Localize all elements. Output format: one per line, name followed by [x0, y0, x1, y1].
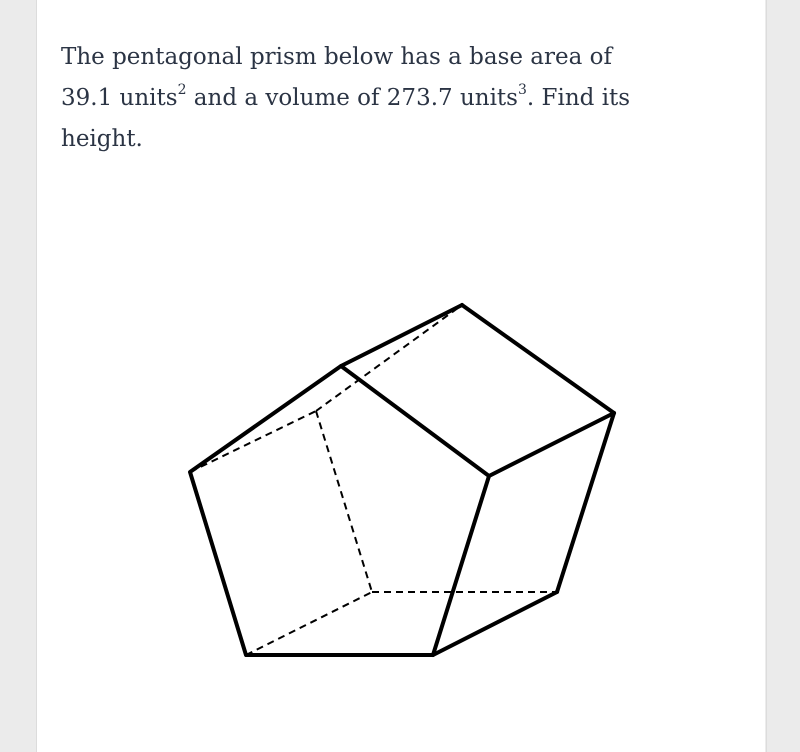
right-margin [766, 0, 800, 752]
question-connector: and a volume of [186, 85, 387, 111]
volume-value: 273.7 units [386, 85, 518, 111]
volume-exponent: 3 [517, 82, 527, 99]
base-area-exponent: 2 [177, 82, 187, 99]
base-area-value: 39.1 units [61, 85, 178, 111]
question-line-2-end: . Find its [526, 85, 631, 111]
left-margin [0, 0, 37, 752]
question-line-3: height. [61, 126, 143, 152]
question-line-1: The pentagonal prism below has a base area of [61, 44, 613, 70]
question-text [61, 37, 681, 160]
